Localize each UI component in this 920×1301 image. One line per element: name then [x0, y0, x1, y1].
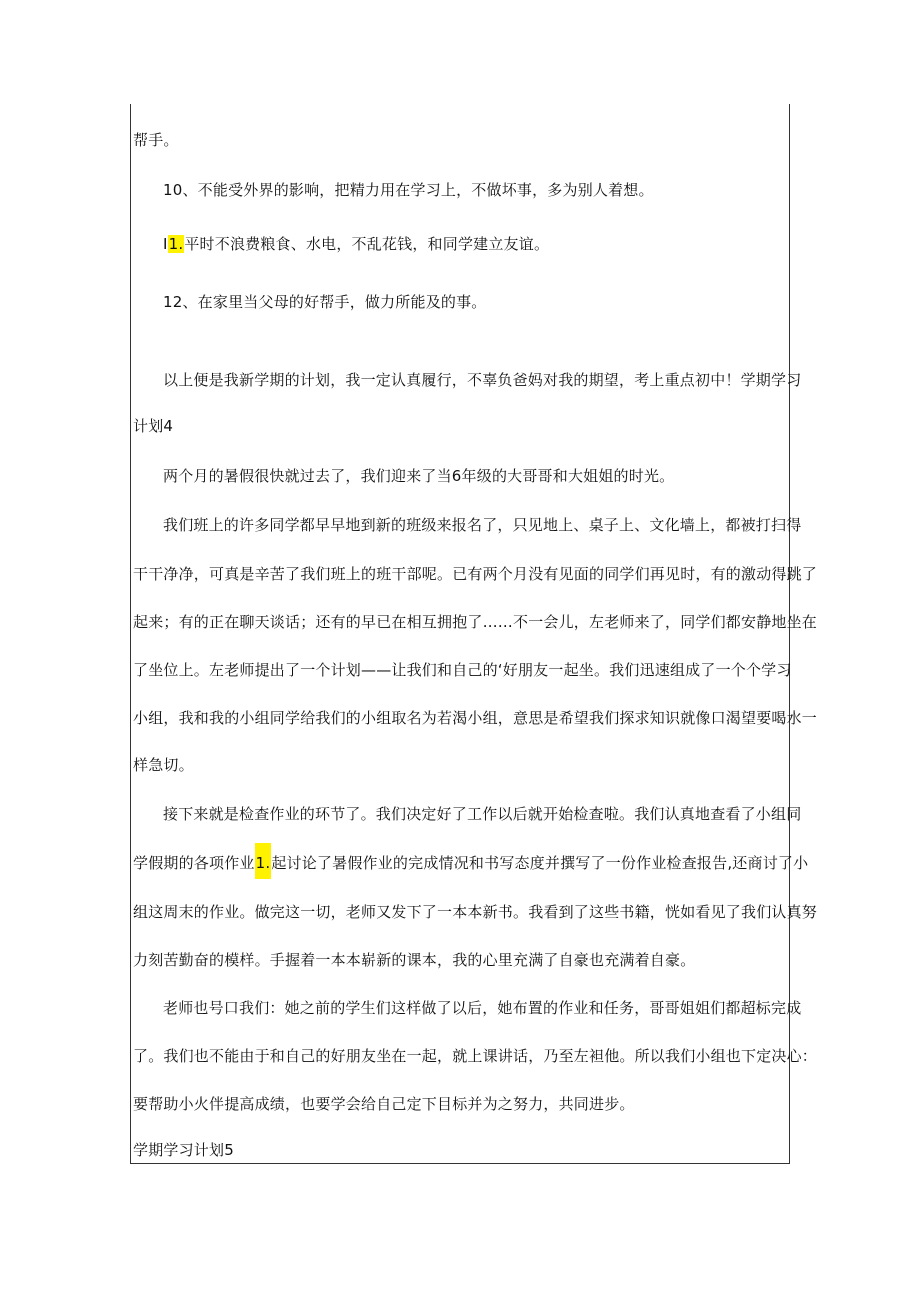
- highlight-mark: 1.: [168, 235, 184, 253]
- paragraph-3-line-3: 组这周末的作业。做完这一切，老师又发下了一本本新书。我看到了这些书籍，恍如看见了我们认真努: [133, 903, 818, 921]
- item-10: 10、不能受外界的影响，把精力用在学习上，不做坏事，多为别人着想。: [163, 181, 654, 199]
- item-11: [163, 234, 549, 254]
- paragraph-3-line-2-end: 起讨论了暑假作业的完成情况和书写态度并撰写了一份作业检查报告,还商讨了小: [271, 854, 809, 872]
- paragraph-2-line-1: 我们班上的许多同学都早早地到新的班级来报名了，只见地上、桌子上、文化墙上，都被打扫得: [163, 516, 802, 534]
- paragraph-4-line-2: 了。我们也不能由于和自己的好朋友坐在一起，就上课讲话，乃至左袒他。所以我们小组也下定决心：: [133, 1047, 818, 1065]
- highlight-mark: 1.: [255, 843, 272, 879]
- text-line-help: 帮手。: [133, 131, 179, 149]
- item-12: 12、在家里当父母的好帮手，做力所能及的事。: [163, 293, 487, 311]
- paragraph-3-line-2-start: 学假期的各项作业: [133, 854, 255, 872]
- item-11-prefix: I: [163, 235, 168, 253]
- paragraph-4-line-3: 要帮助小火伴提高成绩，也要学会给自己定下目标并为之努力，共同进步。: [133, 1095, 635, 1113]
- item-11-text: 平时不浪费粮食、水电，不乱花钱，和同学建立友谊。: [184, 235, 550, 253]
- paragraph-2-line-4: 了坐位上。左老师提出了一个计划——让我们和自己的‘好朋友一起坐。我们迅速组成了一个个学习: [133, 661, 792, 679]
- conclusion-line-2: 计划4: [133, 417, 174, 435]
- paragraph-3-line-1: 接下来就是检查作业的环节了。我们决定好了工作以后就开始检查啦。我们认真地查看了小组同: [163, 805, 802, 823]
- paragraph-2-line-6: 样急切。: [133, 756, 194, 774]
- paragraph-4-line-1: 老师也号口我们：她之前的学生们这样做了以后，她布置的作业和任务，哥哥姐姐们都超标完成: [163, 999, 802, 1017]
- paragraph-3-line-4: 力刻苦勤奋的模样。手握着一本本崭新的课本，我的心里充满了自豪也充满着自豪。: [133, 951, 696, 969]
- paragraph-2-line-3: 起来；有的正在聊天谈话；还有的早已在相互拥抱了……不一会儿，左老师来了，同学们都安静地坐在: [133, 613, 818, 631]
- conclusion-line-1: 以上便是我新学期的计划，我一定认真履行，不辜负爸妈对我的期望，考上重点初中！学期学习: [163, 371, 802, 389]
- paragraph-2-line-5: 小组，我和我的小组同学给我们的小组取名为若渴小组，意思是希望我们探求知识就像口渴望要喝水一: [133, 709, 818, 727]
- paragraph-1: 两个月的暑假很快就过去了，我们迎来了当6年级的大哥哥和大姐姐的时光。: [163, 467, 675, 485]
- section-heading-5: 学期学习计划5: [133, 1141, 234, 1159]
- paragraph-3-line-2: [133, 853, 808, 879]
- paragraph-2-line-2: 干干净净，可真是辛苦了我们班上的班干部呢。已有两个月没有见面的同学们再见时，有的激动得跳了: [133, 565, 818, 583]
